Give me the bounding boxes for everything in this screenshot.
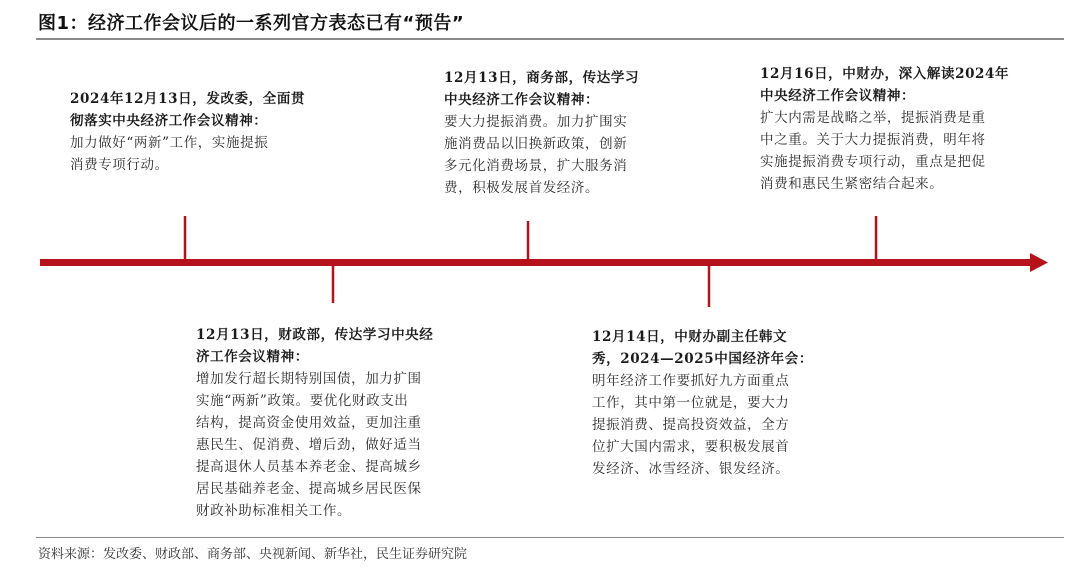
event-body-line: 多元化消费场景，扩大服务消: [444, 158, 628, 174]
event-body-line: 发经济、冰雪经济、银发经济。: [592, 461, 790, 477]
event-body-line: 工作，其中第一位就是，要大力: [592, 395, 790, 411]
event-heading-line: 12月14日，中财办副主任韩文: [592, 329, 788, 345]
event-body-line: 结构，提高资金使用效益，更加注重: [196, 415, 422, 431]
event-body-line: 增加发行超长期特别国债，加力扩围: [196, 371, 422, 387]
event-2-mof: [196, 324, 433, 522]
event-body-line: 费，积极发展首发经济。: [444, 180, 600, 196]
event-heading-line: 2024年12月13日，发改委，全面贯: [70, 91, 306, 107]
event-heading-line: 12月16日，中财办，深入解读2024年: [760, 66, 1010, 82]
event-5-cfeac-interpretation: [760, 63, 1009, 195]
event-heading-line: 中央经济工作会议精神：: [444, 92, 600, 108]
source-note: 资料来源：发改委、财政部、商务部、央视新闻、新华社，民生证券研究院: [38, 547, 468, 562]
event-body-line: 中之重。关于大力提振消费，明年将: [760, 132, 986, 148]
figure-title: 图1：经济工作会议后的一系列官方表态已有“预告”: [38, 13, 465, 34]
event-body-line: 提高退休人员基本养老金、提高城乡: [196, 459, 422, 475]
event-body-line: 居民基础养老金、提高城乡居民医保: [196, 481, 422, 497]
event-body-line: 惠民生、促消费、增后劲，做好适当: [196, 437, 422, 453]
event-heading-line: 12月13日，财政部，传达学习中央经: [196, 327, 434, 343]
timeline-arrowhead: [1030, 253, 1048, 272]
event-heading-line: 彻落实中央经济工作会议精神：: [70, 113, 268, 129]
event-body-line: 扩大内需是战略之举，提振消费是重: [760, 110, 986, 126]
event-4-cfeac-economic-conference: [592, 326, 813, 480]
footer-divider: [36, 537, 1064, 538]
event-body-line: 加力做好“两新”工作，实施提振: [70, 135, 269, 151]
event-heading-line: 济工作会议精神：: [196, 349, 309, 365]
event-body-line: 财政补助标准相关工作。: [196, 503, 352, 519]
event-body-line: 位扩大国内需求，要积极发展首: [592, 439, 790, 455]
event-body-line: 提振消费、提高投资效益，全方: [592, 417, 790, 433]
event-body-line: 实施“两新”政策。要优化财政支出: [196, 393, 409, 409]
event-heading-line: 中央经济工作会议精神：: [760, 88, 916, 104]
event-heading-line: 秀，2024—2025中国经济年会：: [592, 351, 813, 367]
event-body-line: 施消费品以旧换新政策，创新: [444, 136, 628, 152]
event-body-line: 实施提振消费专项行动，重点是把促: [760, 154, 986, 170]
event-body-line: 要大力提振消费。加力扩围实: [444, 114, 628, 130]
event-3-mofcom: [444, 67, 639, 199]
event-body-line: 消费和惠民生紧密结合起来。: [760, 176, 944, 192]
timeline-axis: [40, 259, 1032, 266]
event-body-line: 明年经济工作要抓好九方面重点: [592, 373, 790, 389]
event-body-line: 消费专项行动。: [70, 157, 169, 173]
event-heading-line: 12月13日，商务部，传达学习: [444, 70, 640, 86]
event-1-ndrc: [70, 88, 305, 176]
